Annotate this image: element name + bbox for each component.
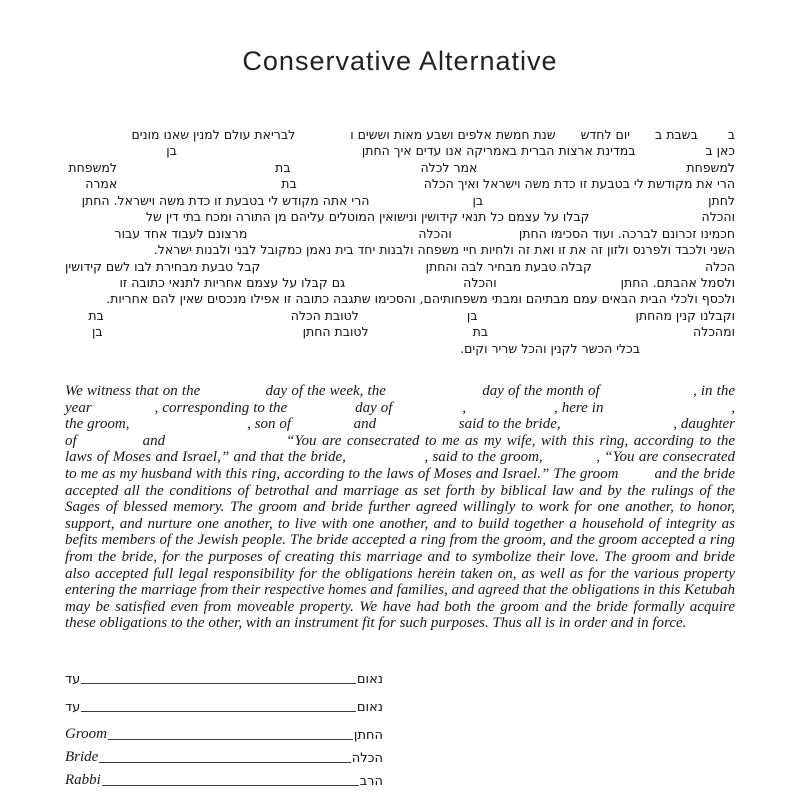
hebrew-text-segment: מרצונם לעבוד אחד עבור — [114, 225, 248, 241]
english-text-segment: “You are consecrated to me as my wife, with this ring, according to the laws of Moses and Israel,” and that the bride, — [65, 432, 736, 466]
hebrew-line — [65, 242, 735, 258]
english-text-segment: , — [462, 399, 467, 416]
hebrew-text-segment: בת — [281, 176, 297, 192]
hebrew-text-segment: בן — [166, 143, 177, 159]
hebrew-signature-label: הרב — [359, 774, 383, 789]
hebrew-line — [65, 226, 735, 242]
hebrew-text-segment: בכלי הכשר לקנין והכל שריר וקים. — [460, 340, 640, 356]
hebrew-line — [65, 160, 735, 176]
fill-in-blank — [204, 394, 261, 395]
hebrew-text-segment: בן — [466, 307, 478, 323]
hebrew-text-segment: יום לחדש — [580, 127, 631, 142]
fill-in-blank — [396, 411, 458, 412]
hebrew-text-segment: בן — [91, 324, 103, 340]
hebrew-text-segment: למשפחת — [686, 159, 735, 175]
hebrew-text-segment: ב — [727, 127, 735, 142]
signature-row — [65, 722, 383, 743]
hebrew-text-segment: בשבת ב — [655, 127, 698, 142]
english-text-segment: day of the month of — [482, 383, 600, 399]
hebrew-line — [65, 193, 735, 209]
english-text-segment: , the groom, — [65, 399, 736, 433]
hebrew-text-segment: כאן ב — [705, 143, 735, 159]
english-text-segment: , said to the groom, — [424, 449, 543, 466]
fill-in-blank — [380, 427, 455, 428]
signature-line — [81, 711, 356, 712]
fill-in-blank — [604, 394, 689, 395]
hebrew-line — [65, 324, 735, 340]
hebrew-text-segment: הרי את מקודשת לי בטבעת זו כדת משה וישראל ואיך הכלה — [423, 176, 735, 192]
hebrew-text-segment: לטובת הכלה — [290, 307, 359, 323]
hebrew-text-segment: ולכסף ולכלי הבית הבאים עמם מבתיהם ומבתי משפחותיהם, והסכימו שתגבה כתובה זו אפילו מנכסים שאין להם אחריות. — [106, 291, 735, 307]
hebrew-signature-label: נאום — [356, 700, 383, 715]
hebrew-text-segment: קבלו על עצמם כל תנאי קידושין ונישואין המוטלים עליהם מן התורה ומכח בתי דין של — [145, 209, 590, 225]
hebrew-line — [65, 127, 735, 143]
hebrew-line — [65, 308, 735, 324]
signature-section — [65, 666, 383, 791]
hebrew-text-segment: שנת חמשת אלפים ושבע מאות וששים ו — [350, 127, 556, 142]
hebrew-text-segment: קבל טבעת מבחירת לבו לשם קידושין — [65, 258, 261, 274]
hebrew-line — [65, 176, 735, 192]
signature-row — [65, 768, 383, 789]
hebrew-line — [65, 291, 735, 307]
signature-line — [108, 739, 353, 740]
fill-in-blank — [470, 411, 550, 412]
hebrew-text-segment: קבלה טבעת מבחיר לבה והחתן — [425, 258, 592, 274]
hebrew-line — [65, 275, 735, 291]
hebrew-line — [65, 341, 735, 357]
hebrew-text-segment: חכמינו זכרונם לברכה. ועוד הסכימו החתן — [518, 225, 735, 241]
hebrew-text-segment: בת — [472, 324, 489, 340]
hebrew-text-segment: והכלה — [418, 225, 452, 241]
bride-label: Bride — [65, 749, 99, 765]
rabbi-label: Rabbi — [65, 772, 101, 788]
hebrew-text-segment: גם קבלו על עצמם אחריות לתנאי כתובה זו — [119, 274, 346, 290]
hebrew-signature-label: נאום — [356, 672, 383, 687]
fill-in-blank — [295, 427, 350, 428]
hebrew-signature-label: החתן — [353, 728, 383, 743]
english-text-segment: , daughter of — [65, 416, 735, 449]
hebrew-text-segment: הכלה — [704, 258, 735, 274]
fill-in-blank — [82, 444, 137, 445]
hebrew-text-segment: לבריאת עולם למנין שאנו מונים — [131, 127, 296, 142]
hebrew-paragraph — [65, 127, 735, 357]
signature-line — [102, 785, 359, 786]
english-text-segment: said to the bride, — [458, 416, 561, 433]
hebrew-line — [65, 209, 735, 225]
hebrew-text-segment: אמר לכלה — [420, 159, 478, 175]
hebrew-text-segment: ומהכלה — [693, 324, 735, 340]
english-text-segment: , corresponding to the — [154, 399, 288, 416]
fill-in-blank — [171, 444, 281, 445]
english-text-segment: and — [142, 432, 166, 449]
english-text-segment: , “You are consecrated to me as my husband with this ring, according to the laws of Moses and Israel.” The groom — [65, 449, 736, 482]
signature-row — [65, 745, 383, 766]
groom-label: Groom — [65, 726, 107, 742]
signature-line — [81, 683, 356, 684]
hebrew-text-segment: והכלה — [463, 274, 497, 290]
english-text-segment: and — [353, 416, 377, 433]
signature-line — [99, 762, 350, 763]
witness-label: עד — [65, 700, 81, 715]
witness-label: עד — [65, 672, 81, 687]
hebrew-line — [65, 143, 735, 159]
hebrew-text-segment: הרי אתה מקודש לי בטבעת זו כדת משה וישראל. החתן — [81, 192, 370, 208]
english-text-segment: , in the year — [65, 383, 735, 416]
english-text-segment: , here in — [554, 399, 604, 416]
hebrew-text-segment: למשפחת — [68, 159, 118, 175]
hebrew-text-segment: וקבלנו קנין מהחתן — [635, 307, 735, 323]
fill-in-blank — [96, 411, 151, 412]
hebrew-text-segment: בן — [472, 192, 484, 208]
fill-in-blank — [291, 411, 351, 412]
hebrew-text-segment: לחתן — [708, 192, 735, 208]
fill-in-blank — [623, 477, 651, 478]
fill-in-blank — [350, 460, 420, 461]
english-text-segment: , son of — [247, 416, 292, 433]
hebrew-text-segment: והכלה — [701, 209, 735, 225]
hebrew-signature-label: הכלה — [351, 751, 383, 766]
english-paragraph — [65, 383, 735, 632]
fill-in-blank — [390, 394, 478, 395]
hebrew-line — [65, 259, 735, 275]
hebrew-text-segment: לטובת החתן — [302, 324, 369, 340]
hebrew-text-segment: בת — [275, 159, 291, 175]
hebrew-text-segment: בת — [88, 307, 104, 323]
english-text-segment: We witness that on the — [65, 383, 201, 399]
page-title: Conservative Alternative — [242, 46, 558, 76]
hebrew-text-segment: השני ולכבד ולפרנס ולזון זה את זו ואת זה ולחיות חיי משפחה ולבנות יחד בית נאמן כמקובל לבני ולבנות ישראל. — [153, 242, 735, 258]
signature-row — [65, 666, 383, 687]
english-text-segment: day of — [355, 399, 393, 416]
signature-row — [65, 694, 383, 715]
hebrew-text-segment: אמרה — [85, 176, 118, 192]
hebrew-text-segment: במדינת ארצות הברית באמריקה אנו עדים איך החתן — [361, 143, 636, 159]
english-text-segment: and the bride accepted all the conditions of betrothal and marriage as set forth by biblical law and by the rulings of the Sages of blessed memory. The groom and bride further agreed willingly to work for one another, to honor, support, and nurture one another, to live with one another, and to build together a household of integrity as befits members of the Jewish people. The bride accepted a ring from the groom, and the groom accepted a ring from the bride, for the purposes of creating this marriage and to symbolize their love. The groom and bride also accepted full legal responsibility for the obligations herein taken on, as well as for the various property entering the marriage from their respective homes and families, and agreed that the obligations in this Ketubah may be satisfied even from moveable property. We have had both the groom and the bride formally acquire these obligations to the other, with an instrument fit for such purposes. Thus all is in order and in force. — [65, 465, 735, 632]
fill-in-blank — [564, 427, 669, 428]
hebrew-text-segment: ולסמל אהבתם. החתן — [620, 274, 735, 290]
fill-in-blank — [133, 427, 243, 428]
fill-in-blank — [547, 460, 592, 461]
english-text-segment: day of the week, the — [265, 383, 386, 399]
fill-in-blank — [607, 411, 727, 412]
